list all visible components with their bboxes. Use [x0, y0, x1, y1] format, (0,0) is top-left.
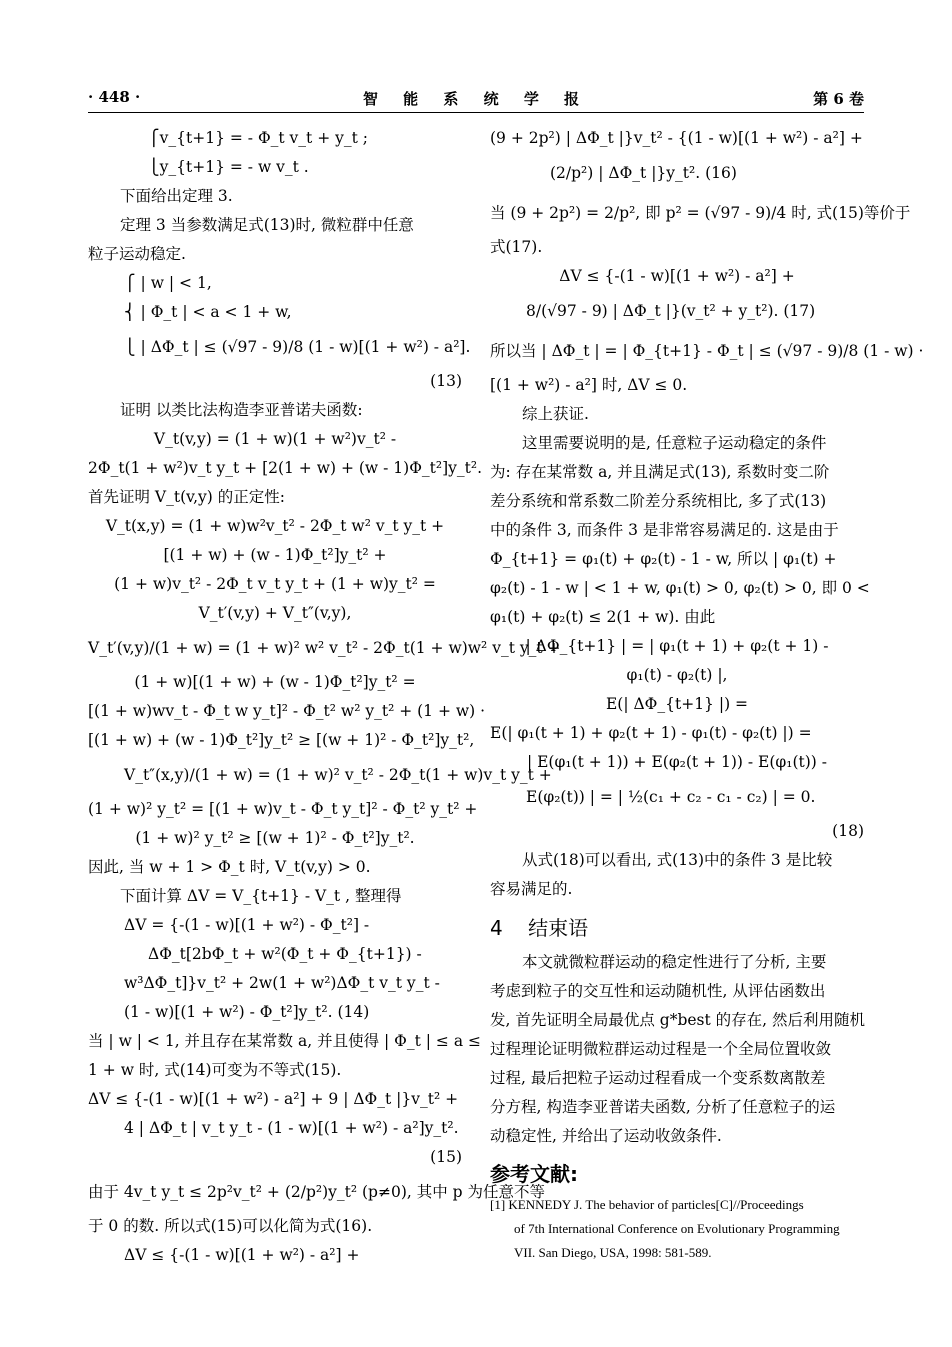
equation-line: (1 + w)² y_t² ≥ [(w + 1)² - Φ_t²]y_t².	[135, 829, 415, 847]
equation-line: V_t′(v,y)/(1 + w) = (1 + w)² w² v_t² - 2Φ_t(1 + w)w² v_t y_t +	[88, 639, 561, 657]
paragraph-line: 过程, 最后把粒子运动过程看成一个变系数离散差	[490, 1069, 826, 1087]
paragraph-line: 下面计算 ΔV = V_{t+1} - V_t , 整理得	[120, 887, 402, 905]
paragraph-line: 当 (9 + 2p²) = 2/p², 即 p² = (√97 - 9)/4 时, 式(15)等价于	[490, 204, 911, 222]
paragraph-line: 动稳定性, 并给出了运动收敛条件.	[490, 1127, 722, 1145]
equation-line: V_t(v,y) = (1 + w)(1 + w²)v_t² -	[153, 430, 397, 448]
paragraph-line: 考虑到粒子的交互性和运动随机性, 从评估函数出	[490, 982, 826, 1000]
paragraph-line: 为: 存在某常数 a, 并且满足式(13), 系数时变二阶	[490, 463, 830, 481]
equation-number: (15)	[430, 1148, 462, 1166]
equation-line: E(| ΔΦ_{t+1} |) =	[605, 695, 749, 713]
page-number: · 448 ·	[88, 88, 141, 106]
paragraph-line: φ₂(t) - 1 - w | < 1 + w, φ₁(t) > 0, φ₂(t) > 0, 即 0 <	[490, 579, 870, 597]
paragraph-line: [(1 + w²) - a²] 时, ΔV ≤ 0.	[490, 376, 688, 394]
paragraph-line: 中的条件 3, 而条件 3 是非常容易满足的. 这是由于	[490, 521, 839, 539]
equation-line: | E(φ₁(t + 1)) + E(φ₂(t + 1)) - E(φ₁(t)) -	[526, 753, 828, 771]
equation-line: E(| φ₁(t + 1) + φ₂(t + 1) - φ₁(t) - φ₂(t) |) =	[490, 724, 812, 742]
section-title: 结束语	[528, 916, 589, 940]
paragraph-line: 从式(18)可以看出, 式(13)中的条件 3 是比较	[522, 851, 833, 869]
equation-line: (1 + w)[(1 + w) + (w - 1)Φ_t²]y_t² =	[134, 673, 416, 691]
references-heading: 参考文献:	[490, 1162, 578, 1186]
page-header	[88, 88, 864, 110]
reference-line: of 7th International Conference on Evolutionary Programming	[514, 1221, 840, 1236]
paragraph-line: 过程理论证明微粒群运动过程是一个全局位置收敛	[490, 1040, 832, 1058]
proof-line: 证明 以类比法构造李亚普诺夫函数:	[120, 401, 363, 419]
equation-number: (18)	[832, 822, 864, 840]
paragraph-line: 容易满足的.	[490, 880, 573, 898]
equation-line: ΔΦ_t[2bΦ_t + w²(Φ_t + Φ_{t+1}) -	[148, 945, 422, 963]
equation-number: (13)	[430, 372, 462, 390]
paragraph-line: 综上获证.	[522, 405, 589, 423]
equation-line: ⎨ | Φ_t | < a < 1 + w,	[124, 303, 292, 321]
equation-line: ⎩y_{t+1} = - w v_t .	[148, 158, 309, 176]
equation-line: (9 + 2p²) | ΔΦ_t |}v_t² - {(1 - w)[(1 + w²) - a²] +	[490, 129, 863, 147]
paragraph-line: 本文就微粒群运动的稳定性进行了分析, 主要	[522, 953, 827, 971]
header-rule	[88, 112, 864, 113]
paragraph-line: 差分系统和常系数二阶差分系统相比, 多了式(13)	[490, 492, 827, 510]
paragraph-line: 首先证明 V_t(v,y) 的正定性:	[88, 488, 285, 506]
paragraph-line: φ₁(t) + φ₂(t) ≤ 2(1 + w). 由此	[490, 608, 716, 626]
paragraph-line: 发, 首先证明全局最优点 g*best 的存在, 然后利用随机	[490, 1011, 866, 1029]
paragraph-line: 1 + w 时, 式(14)可变为不等式(15).	[88, 1061, 342, 1079]
equation-line: ΔV = {-(1 - w)[(1 + w²) - Φ_t²] -	[124, 916, 370, 934]
equation-line: ΔV ≤ {-(1 - w)[(1 + w²) - a²] +	[559, 267, 795, 285]
equation-line: (1 + w)² y_t² = [(1 + w)v_t - Φ_t y_t]² - Φ_t² y_t² +	[88, 800, 478, 818]
equation-line: [(1 + w) + (w - 1)Φ_t²]y_t² ≥ [(w + 1)² - Φ_t²]y_t²,	[88, 731, 475, 749]
equation-line: ⎧v_{t+1} = - Φ_t v_t + y_t ;	[148, 129, 369, 147]
equation-line: φ₁(t) - φ₂(t) |,	[626, 666, 728, 684]
paragraph-line: 于 0 的数. 所以式(15)可以化简为式(16).	[88, 1217, 373, 1235]
paragraph-line: 当 | w | < 1, 并且存在某常数 a, 并且使得 | Φ_t | ≤ a ≤	[88, 1032, 481, 1050]
equation-line: V_t″(x,y)/(1 + w) = (1 + w)² v_t² - 2Φ_t(1 + w)v_t y_t +	[124, 766, 552, 784]
volume-label: 第 6 卷	[813, 90, 864, 108]
equation-line: ⎩ | ΔΦ_t | ≤ (√97 - 9)/8 (1 - w)[(1 + w²) - a²].	[124, 338, 471, 356]
equation-line: (2/p²) | ΔΦ_t |}y_t². (16)	[550, 164, 737, 182]
reference-line: VII. San Diego, USA, 1998: 581-589.	[514, 1245, 712, 1260]
paragraph-line: 分方程, 构造李亚普诺夫函数, 分析了任意粒子的运	[490, 1098, 836, 1116]
equation-line: E(φ₂(t)) | = | ½(c₁ + c₂ - c₁ - c₂) | = 0.	[526, 788, 816, 806]
equation-line: [(1 + w)wv_t - Φ_t w y_t]² - Φ_t² w² y_t² + (1 + w) ·	[88, 702, 486, 720]
equation-line: w³ΔΦ_t]}v_t² + 2w(1 + w²)ΔΦ_t v_t y_t -	[124, 974, 440, 992]
theorem-line: 定理 3 当参数满足式(13)时, 微粒群中任意	[120, 216, 414, 234]
reference-line: [1] KENNEDY J. The behavior of particles[C]//Proceedings	[490, 1197, 804, 1212]
paragraph-line: 由于 4v_t y_t ≤ 2p²v_t² + (2/p²)y_t² (p≠0), 其中 p 为任意不等	[88, 1183, 546, 1201]
equation-line: (1 - w)[(1 + w²) - Φ_t²]y_t². (14)	[124, 1003, 370, 1021]
journal-name: 智 能 系 统 学 报	[362, 90, 590, 108]
equation-line: V_t′(v,y) + V_t″(v,y),	[198, 604, 352, 622]
reference-list	[490, 1193, 864, 1265]
equation-line: ⎧ | w | < 1,	[124, 274, 212, 292]
paragraph-line: 式(17).	[490, 238, 543, 256]
equation-line: 2Φ_t(1 + w²)v_t y_t + [2(1 + w) + (w - 1)Φ_t²]y_t².	[88, 459, 483, 477]
paragraph-line: 粒子运动稳定.	[88, 245, 186, 263]
right-column	[490, 124, 924, 1265]
paragraph-line: 下面给出定理 3.	[120, 187, 233, 205]
equation-line: [(1 + w) + (w - 1)Φ_t²]y_t² +	[163, 546, 387, 564]
paragraph-line: 所以当 | ΔΦ_t | = | Φ_{t+1} - Φ_t | ≤ (√97 - 9)/8 (1 - w) ·	[490, 342, 924, 360]
equation-line: ΔV ≤ {-(1 - w)[(1 + w²) - a²] + 9 | ΔΦ_t |}v_t² +	[88, 1090, 459, 1108]
equation-line: ΔV ≤ {-(1 - w)[(1 + w²) - a²] +	[124, 1246, 360, 1264]
equation-line: V_t(x,y) = (1 + w)w²v_t² - 2Φ_t w² v_t y_t +	[105, 517, 445, 535]
equation-line: | ΔΦ_{t+1} | = | φ₁(t + 1) + φ₂(t + 1) -	[525, 637, 829, 655]
paragraph-line: 这里需要说明的是, 任意粒子运动稳定的条件	[522, 434, 827, 452]
equation-line: (1 + w)v_t² - 2Φ_t v_t y_t + (1 + w)y_t² =	[114, 575, 436, 593]
paragraph-line: Φ_{t+1} = φ₁(t) + φ₂(t) - 1 - w, 所以 | φ₁(t) +	[490, 550, 837, 568]
section-number: 4	[490, 916, 503, 940]
section-heading	[490, 908, 864, 948]
equation-line: 4 | ΔΦ_t | v_t y_t - (1 - w)[(1 + w²) - a²]y_t².	[124, 1119, 459, 1137]
paragraph-line: 因此, 当 w + 1 > Φ_t 时, V_t(v,y) > 0.	[88, 858, 371, 876]
equation-line: 8/(√97 - 9) | ΔΦ_t |}(v_t² + y_t²). (17)	[526, 302, 816, 320]
